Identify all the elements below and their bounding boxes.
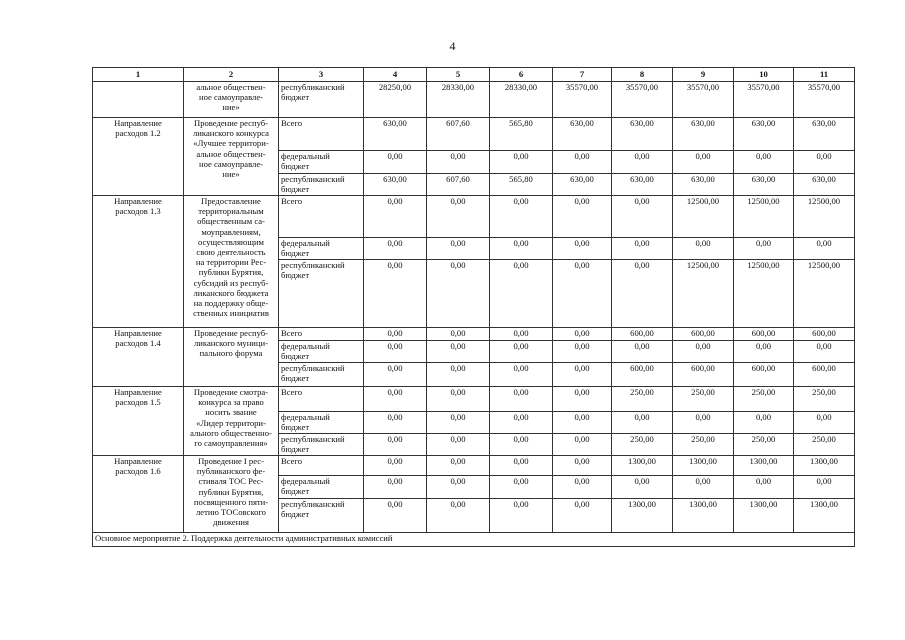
funding-source-cell: республиканский бюджет (279, 434, 364, 456)
value-cell: 0,00 (490, 151, 553, 174)
value-cell: 0,00 (612, 260, 673, 328)
value-cell: 0,00 (553, 328, 612, 341)
value-cell: 630,00 (612, 118, 673, 151)
value-cell: 0,00 (427, 328, 490, 341)
footer-row (93, 533, 855, 547)
value-cell: 0,00 (673, 476, 734, 499)
page-number: 4 (449, 39, 456, 53)
value-cell: 0,00 (734, 412, 794, 434)
value-cell: 35570,00 (673, 82, 734, 118)
value-cell: 0,00 (490, 412, 553, 434)
column-header: 11 (794, 68, 855, 82)
value-cell: 0,00 (427, 151, 490, 174)
value-cell: 0,00 (490, 328, 553, 341)
value-cell: 250,00 (612, 387, 673, 412)
column-header: 1 (93, 68, 184, 82)
value-cell: 12500,00 (673, 260, 734, 328)
value-cell: 600,00 (794, 328, 855, 341)
value-cell: 0,00 (427, 363, 490, 387)
value-cell: 12500,00 (794, 196, 855, 238)
value-cell: 0,00 (427, 196, 490, 238)
funding-source-cell: Всего (279, 196, 364, 238)
value-cell: 0,00 (553, 476, 612, 499)
value-cell: 600,00 (673, 363, 734, 387)
value-cell: 0,00 (553, 456, 612, 476)
value-cell: 630,00 (553, 118, 612, 151)
funding-source-cell: федеральный бюджет (279, 151, 364, 174)
description-cell: Проведение респуб- ликанского конкурса «Лучшее территори- альное обществен- ное самоуправле- ние» (184, 118, 279, 196)
value-cell: 0,00 (734, 151, 794, 174)
value-cell: 0,00 (427, 476, 490, 499)
value-cell: 0,00 (364, 387, 427, 412)
value-cell: 630,00 (794, 174, 855, 196)
value-cell: 0,00 (364, 260, 427, 328)
value-cell: 565,80 (490, 118, 553, 151)
value-cell: 0,00 (427, 499, 490, 533)
value-cell: 0,00 (553, 341, 612, 363)
table-row (93, 328, 855, 341)
value-cell: 630,00 (364, 174, 427, 196)
value-cell: 1300,00 (612, 456, 673, 476)
value-cell: 1300,00 (734, 499, 794, 533)
value-cell: 600,00 (794, 363, 855, 387)
budget-table (92, 67, 855, 547)
main-activity-label: Основное мероприятие 2. Поддержка деятельности административных комиссий (93, 533, 855, 547)
funding-source-cell: федеральный бюджет (279, 412, 364, 434)
value-cell: 35570,00 (612, 82, 673, 118)
value-cell: 0,00 (553, 434, 612, 456)
value-cell: 250,00 (734, 434, 794, 456)
value-cell: 0,00 (612, 238, 673, 260)
value-cell: 0,00 (734, 476, 794, 499)
value-cell: 630,00 (734, 174, 794, 196)
value-cell: 0,00 (673, 151, 734, 174)
value-cell: 0,00 (364, 151, 427, 174)
table-row (93, 196, 855, 238)
value-cell: 0,00 (734, 238, 794, 260)
value-cell: 0,00 (427, 238, 490, 260)
funding-source-cell: республиканский бюджет (279, 82, 364, 118)
value-cell: 0,00 (427, 387, 490, 412)
column-header: 8 (612, 68, 673, 82)
value-cell: 0,00 (364, 363, 427, 387)
funding-source-cell: республиканский бюджет (279, 260, 364, 328)
column-header: 2 (184, 68, 279, 82)
description-cell: альное обществен- ное самоуправле- ние» (184, 82, 279, 118)
value-cell: 0,00 (490, 387, 553, 412)
header-row (93, 68, 855, 82)
value-cell: 250,00 (794, 434, 855, 456)
value-cell: 0,00 (673, 341, 734, 363)
table-row (93, 456, 855, 476)
value-cell: 1300,00 (794, 499, 855, 533)
value-cell: 0,00 (427, 434, 490, 456)
value-cell: 0,00 (794, 476, 855, 499)
value-cell: 0,00 (553, 387, 612, 412)
value-cell: 0,00 (734, 341, 794, 363)
value-cell: 0,00 (364, 238, 427, 260)
funding-source-cell: федеральный бюджет (279, 341, 364, 363)
value-cell: 250,00 (673, 387, 734, 412)
value-cell: 0,00 (612, 412, 673, 434)
value-cell: 0,00 (612, 341, 673, 363)
value-cell: 0,00 (427, 341, 490, 363)
value-cell: 0,00 (490, 434, 553, 456)
description-cell: Проведение смотра- конкурса за право носить звание «Лидер территори- ального общественно- го самоуправления» (184, 387, 279, 456)
value-cell: 607,60 (427, 174, 490, 196)
value-cell: 0,00 (794, 341, 855, 363)
value-cell: 630,00 (673, 174, 734, 196)
value-cell: 35570,00 (734, 82, 794, 118)
column-header: 5 (427, 68, 490, 82)
direction-cell (93, 82, 184, 118)
value-cell: 35570,00 (794, 82, 855, 118)
value-cell: 28330,00 (427, 82, 490, 118)
funding-source-cell: республиканский бюджет (279, 499, 364, 533)
value-cell: 0,00 (364, 456, 427, 476)
value-cell: 12500,00 (673, 196, 734, 238)
value-cell: 0,00 (364, 499, 427, 533)
column-header: 6 (490, 68, 553, 82)
value-cell: 600,00 (612, 363, 673, 387)
value-cell: 250,00 (734, 387, 794, 412)
value-cell: 1300,00 (612, 499, 673, 533)
value-cell: 0,00 (490, 499, 553, 533)
value-cell: 600,00 (734, 328, 794, 341)
value-cell: 0,00 (612, 151, 673, 174)
value-cell: 250,00 (612, 434, 673, 456)
table-row (93, 118, 855, 151)
value-cell: 630,00 (673, 118, 734, 151)
value-cell: 250,00 (794, 387, 855, 412)
value-cell: 0,00 (553, 151, 612, 174)
direction-cell: Направление расходов 1.4 (93, 328, 184, 387)
value-cell: 0,00 (553, 363, 612, 387)
value-cell: 0,00 (490, 456, 553, 476)
column-header: 3 (279, 68, 364, 82)
funding-source-cell: Всего (279, 118, 364, 151)
value-cell: 0,00 (427, 260, 490, 328)
direction-cell: Направление расходов 1.6 (93, 456, 184, 533)
value-cell: 1300,00 (794, 456, 855, 476)
value-cell: 630,00 (612, 174, 673, 196)
value-cell: 0,00 (490, 196, 553, 238)
direction-cell: Направление расходов 1.2 (93, 118, 184, 196)
value-cell: 0,00 (553, 196, 612, 238)
value-cell: 0,00 (794, 238, 855, 260)
table-row (93, 387, 855, 412)
value-cell: 0,00 (794, 412, 855, 434)
value-cell: 28330,00 (490, 82, 553, 118)
column-header: 10 (734, 68, 794, 82)
value-cell: 0,00 (553, 412, 612, 434)
funding-source-cell: республиканский бюджет (279, 363, 364, 387)
direction-cell: Направление расходов 1.3 (93, 196, 184, 328)
funding-source-cell: Всего (279, 387, 364, 412)
value-cell: 565,80 (490, 174, 553, 196)
value-cell: 0,00 (364, 328, 427, 341)
value-cell: 600,00 (734, 363, 794, 387)
column-header: 4 (364, 68, 427, 82)
column-header: 7 (553, 68, 612, 82)
value-cell: 600,00 (612, 328, 673, 341)
value-cell: 12500,00 (794, 260, 855, 328)
column-header: 9 (673, 68, 734, 82)
value-cell: 0,00 (364, 434, 427, 456)
value-cell: 0,00 (490, 476, 553, 499)
value-cell: 12500,00 (734, 260, 794, 328)
value-cell: 0,00 (553, 260, 612, 328)
value-cell: 0,00 (490, 260, 553, 328)
value-cell: 0,00 (612, 476, 673, 499)
value-cell: 0,00 (490, 341, 553, 363)
value-cell: 0,00 (553, 499, 612, 533)
value-cell: 1300,00 (673, 499, 734, 533)
value-cell: 0,00 (673, 238, 734, 260)
value-cell: 28250,00 (364, 82, 427, 118)
table-row (93, 82, 855, 118)
direction-cell: Направление расходов 1.5 (93, 387, 184, 456)
value-cell: 630,00 (553, 174, 612, 196)
value-cell: 0,00 (490, 363, 553, 387)
value-cell: 0,00 (364, 341, 427, 363)
value-cell: 12500,00 (734, 196, 794, 238)
value-cell: 0,00 (364, 196, 427, 238)
value-cell: 0,00 (673, 412, 734, 434)
value-cell: 0,00 (794, 151, 855, 174)
value-cell: 0,00 (364, 412, 427, 434)
description-cell: Проведение респуб- ликанского муници- пального форума (184, 328, 279, 387)
value-cell: 35570,00 (553, 82, 612, 118)
value-cell: 250,00 (673, 434, 734, 456)
value-cell: 0,00 (427, 456, 490, 476)
value-cell: 0,00 (490, 238, 553, 260)
value-cell: 0,00 (612, 196, 673, 238)
description-cell: Предоставление территориальным общественным са- моуправлениям, осуществляющим свою деятельность на территории Рес- публики Бурятия, субсидий из респуб- ликанского бюджета на поддержку обще- ственных инициатив (184, 196, 279, 328)
table-body (93, 82, 855, 533)
value-cell: 1300,00 (734, 456, 794, 476)
funding-source-cell: федеральный бюджет (279, 238, 364, 260)
funding-source-cell: Всего (279, 456, 364, 476)
value-cell: 1300,00 (673, 456, 734, 476)
funding-source-cell: республиканский бюджет (279, 174, 364, 196)
value-cell: 630,00 (364, 118, 427, 151)
funding-source-cell: федеральный бюджет (279, 476, 364, 499)
value-cell: 630,00 (734, 118, 794, 151)
value-cell: 0,00 (364, 476, 427, 499)
value-cell: 0,00 (553, 238, 612, 260)
value-cell: 607,60 (427, 118, 490, 151)
description-cell: Проведение I рес- публиканского фе- стиваля ТОС Рес- публики Бурятия, посвященного пяти- летию ТОСовского движения (184, 456, 279, 533)
value-cell: 0,00 (427, 412, 490, 434)
value-cell: 630,00 (794, 118, 855, 151)
funding-source-cell: Всего (279, 328, 364, 341)
value-cell: 600,00 (673, 328, 734, 341)
